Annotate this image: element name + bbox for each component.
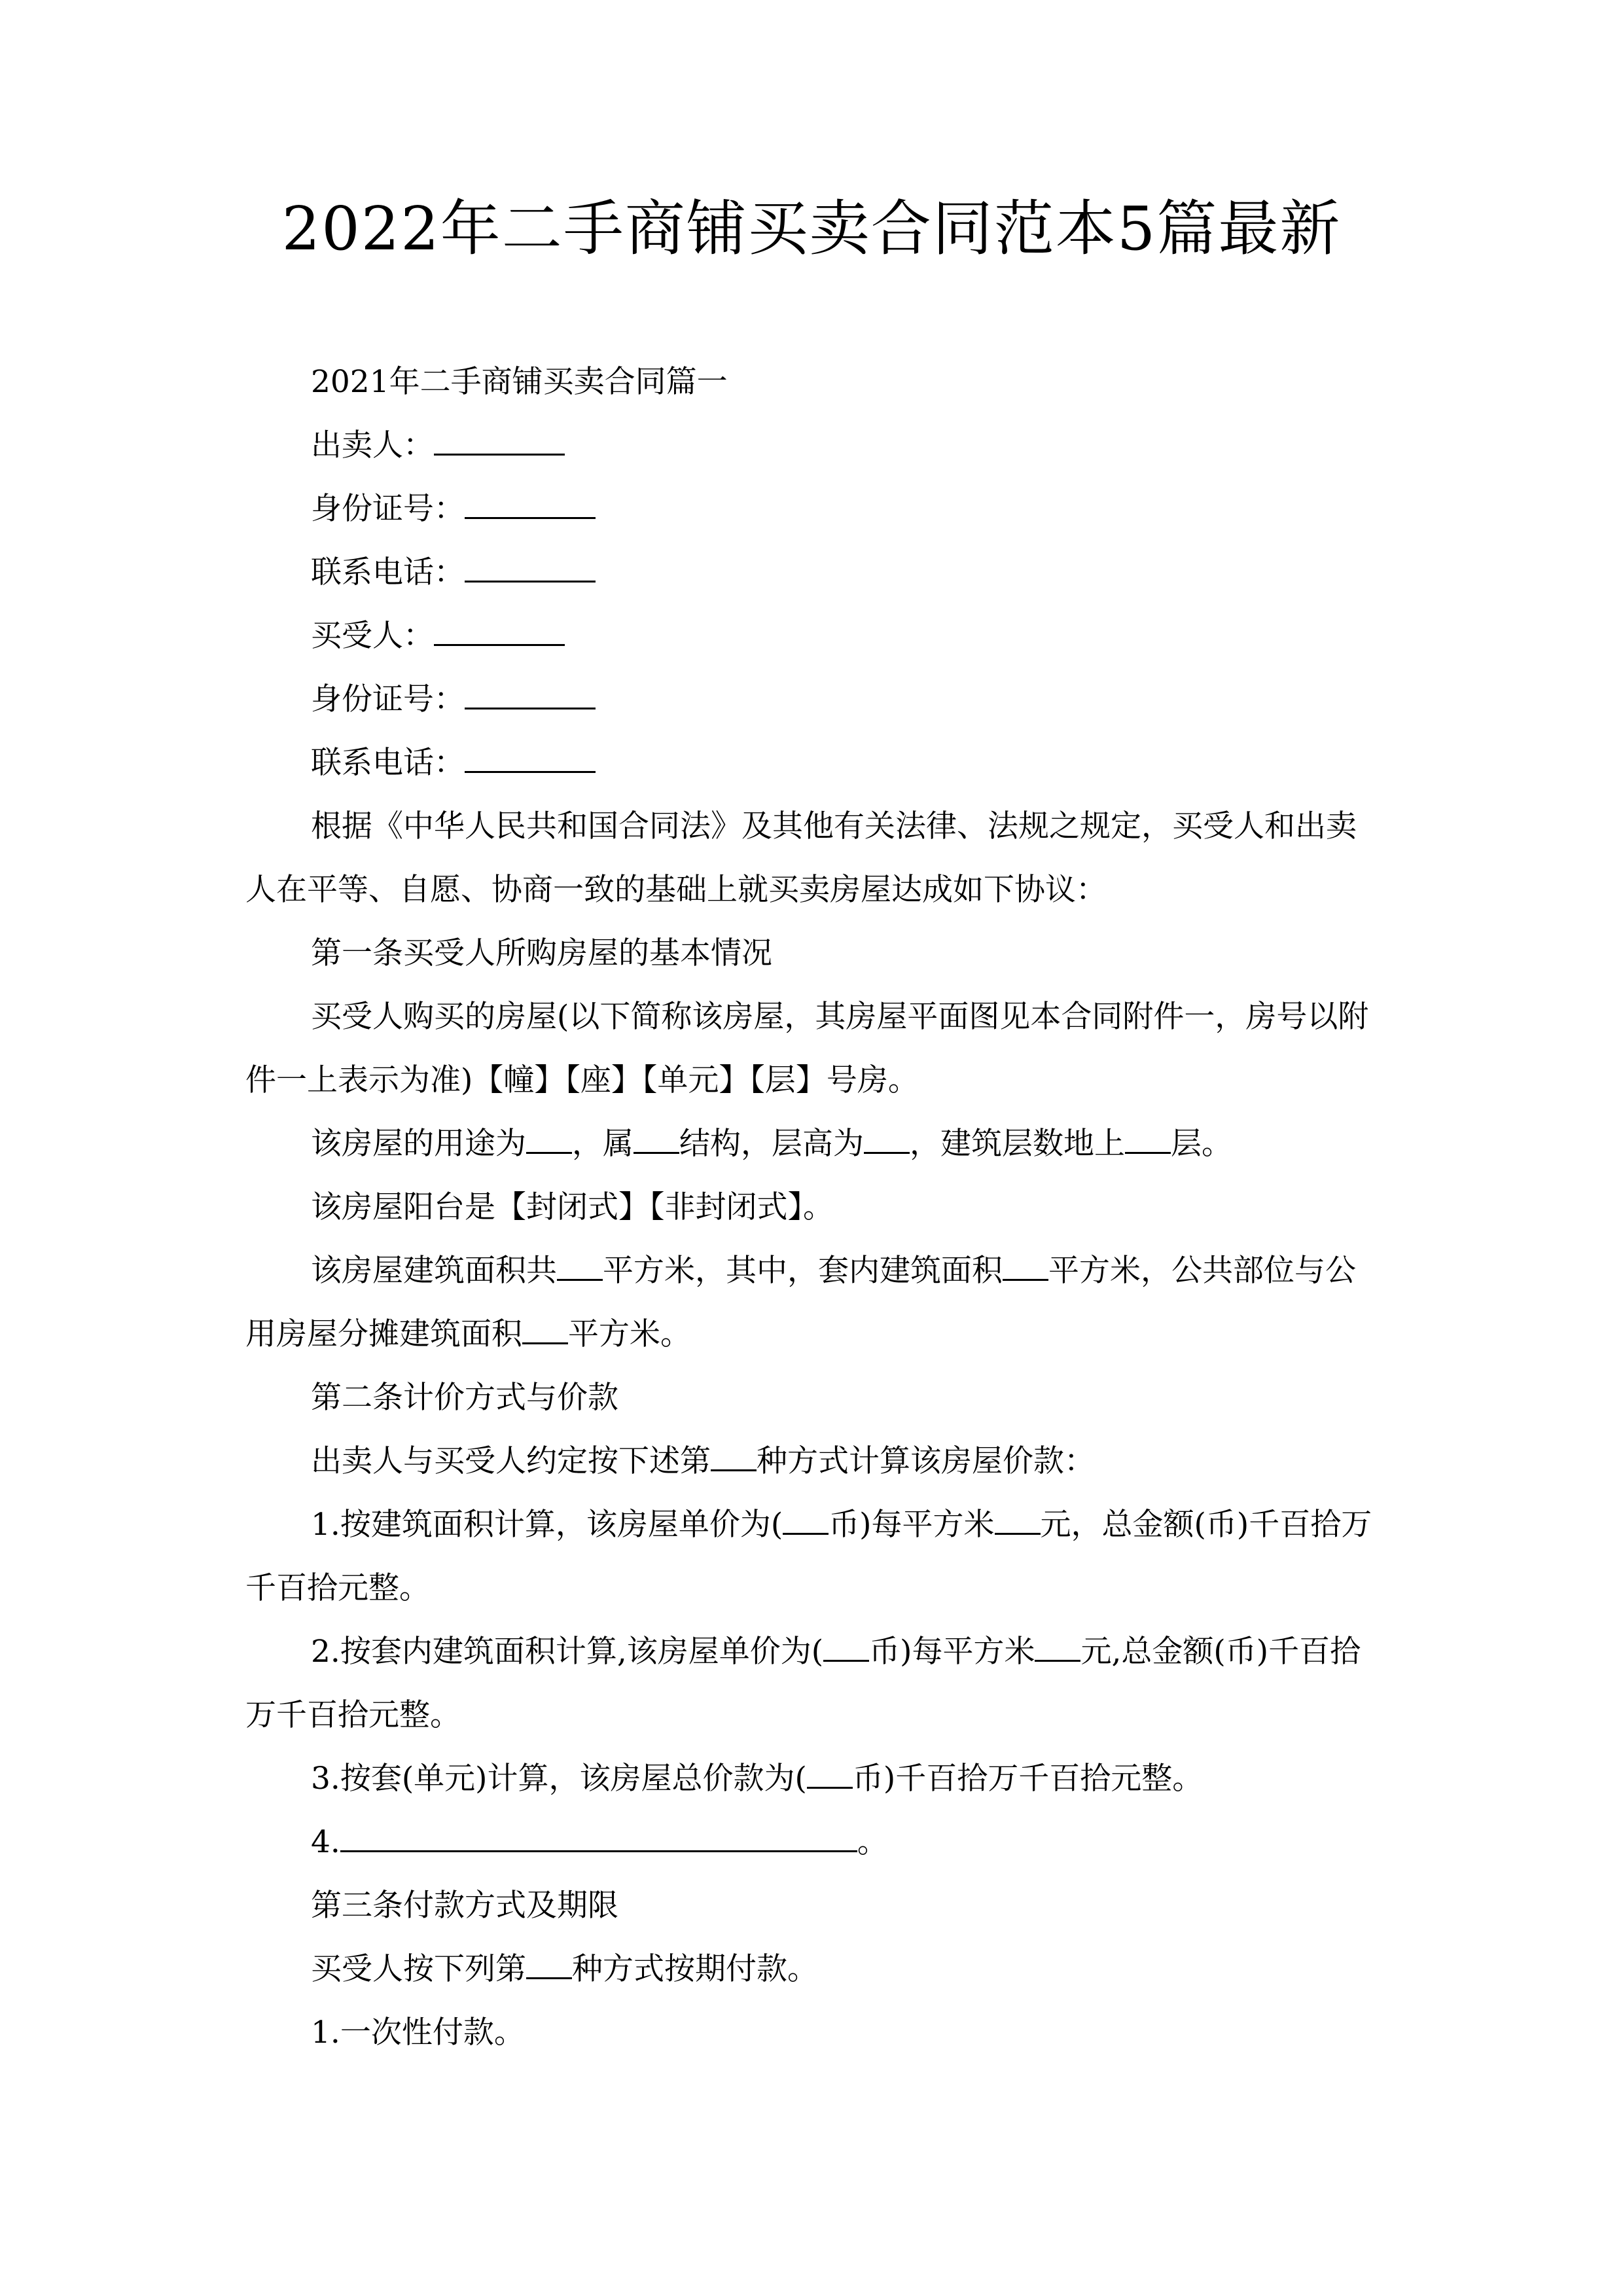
- total-area-blank[interactable]: [557, 1253, 603, 1281]
- seller-phone-blank[interactable]: [465, 554, 596, 583]
- method-blank[interactable]: [711, 1443, 757, 1471]
- buyer-id-blank[interactable]: [465, 681, 596, 709]
- floors-above-text: ，建筑层数地上: [910, 1126, 1125, 1162]
- seller-label: 出卖人：: [311, 427, 434, 463]
- item1-total-text: 元，总金额(币)千百拾万千百拾元整。: [245, 1507, 1372, 1606]
- buyer-id-line: [245, 668, 1378, 731]
- seller-line: [245, 414, 1378, 477]
- item4-suffix: 。: [857, 1824, 888, 1860]
- buyer-id-label: 身份证号：: [311, 681, 465, 717]
- payment-method-blank[interactable]: [526, 1951, 572, 1979]
- article1-usage-line: [245, 1112, 1378, 1175]
- item2-total-text: 元,总金额(币)千百拾万千百拾元整。: [245, 1634, 1361, 1733]
- item2-price-blank[interactable]: [1035, 1634, 1080, 1662]
- item1-unit-text: 币)每平方米: [829, 1507, 995, 1543]
- inner-area-text: 平方米，其中，套内建筑面积: [603, 1253, 1003, 1289]
- inner-area-blank[interactable]: [1003, 1253, 1048, 1281]
- method-text: 出卖人与买受人约定按下述第: [311, 1443, 711, 1479]
- buyer-phone-line: [245, 731, 1378, 795]
- preamble-paragraph: 根据《中华人民共和国合同法》及其他有关法律、法规之规定，买受人和出卖人在平等、自愿、协商一致的基础上就买卖房屋达成如下协议：: [245, 808, 1357, 908]
- floors-above-blank[interactable]: [1125, 1126, 1171, 1154]
- buyer-label: 买受人：: [311, 618, 434, 654]
- document-title: 2022年二手商铺买卖合同范本5篇最新: [281, 194, 1342, 264]
- article2-heading: 第二条计价方式与价款: [311, 1380, 618, 1416]
- article2-item1: [245, 1493, 1378, 1620]
- seller-phone-line: [245, 541, 1378, 604]
- item2-text: 2.按套内建筑面积计算,该房屋单价为(: [311, 1634, 824, 1670]
- item4-blank[interactable]: [340, 1824, 857, 1852]
- floors-suffix-text: 层。: [1171, 1126, 1232, 1162]
- section-heading: 2021年二手商铺买卖合同篇一: [311, 364, 728, 400]
- buyer-phone-label: 联系电话：: [311, 745, 465, 781]
- seller-id-blank[interactable]: [465, 491, 596, 519]
- floor-height-text: 结构，层高为: [679, 1126, 864, 1162]
- item2-unit-text: 币)每平方米: [869, 1634, 1035, 1670]
- total-area-text: 该房屋建筑面积共: [311, 1253, 557, 1289]
- floor-height-blank[interactable]: [864, 1126, 910, 1154]
- item1-currency-blank[interactable]: [783, 1507, 829, 1535]
- shared-area-blank[interactable]: [522, 1316, 568, 1344]
- buyer-blank[interactable]: [434, 618, 565, 646]
- item3-total-text: 币)千百拾万千百拾元整。: [852, 1761, 1204, 1797]
- item4-number: 4.: [311, 1824, 340, 1860]
- seller-blank[interactable]: [434, 427, 565, 456]
- item2-currency-blank[interactable]: [823, 1634, 869, 1662]
- item3-text: 3.按套(单元)计算，该房屋总价款为(: [311, 1761, 807, 1797]
- article3-heading: 第三条付款方式及期限: [311, 1888, 618, 1924]
- article2-item2: [245, 1620, 1378, 1747]
- method-suffix-text: 种方式计算该房屋价款：: [757, 1443, 1095, 1479]
- buyer-line: [245, 604, 1378, 668]
- article1-area-paragraph: [245, 1239, 1378, 1366]
- payment-method-text: 买受人按下列第: [311, 1951, 526, 1987]
- structure-blank[interactable]: [633, 1126, 679, 1154]
- item3-currency-blank[interactable]: [807, 1761, 853, 1789]
- article3-intro: [245, 1937, 1378, 2001]
- buyer-phone-blank[interactable]: [465, 745, 596, 773]
- shared-area-text: 平方米，公共部位与公用房屋分摊建筑面积: [245, 1253, 1356, 1352]
- structure-text: ，属: [572, 1126, 633, 1162]
- seller-id-line: [245, 477, 1378, 541]
- usage-text: 该房屋的用途为: [311, 1126, 526, 1162]
- article2-intro: [245, 1429, 1378, 1493]
- article1-property-description: 买受人购买的房屋(以下简称该房屋，其房屋平面图见本合同附件一，房号以附件一上表示为准)【幢】【座】【单元】【层】号房。: [245, 999, 1369, 1098]
- seller-id-label: 身份证号：: [311, 491, 465, 527]
- article3-item1: 1.一次性付款。: [311, 2015, 525, 2051]
- payment-method-suffix: 种方式按期付款。: [572, 1951, 818, 1987]
- area-suffix-text: 平方米。: [568, 1316, 691, 1352]
- item1-text: 1.按建筑面积计算，该房屋单价为(: [311, 1507, 783, 1543]
- seller-phone-label: 联系电话：: [311, 554, 465, 590]
- article1-heading: 第一条买受人所购房屋的基本情况: [311, 935, 772, 971]
- document-body: [245, 350, 1378, 2064]
- article1-balcony-line: 该房屋阳台是【封闭式】【非封闭式】。: [311, 1189, 834, 1225]
- article2-item3: [245, 1747, 1378, 1810]
- usage-blank[interactable]: [526, 1126, 572, 1154]
- item1-price-blank[interactable]: [995, 1507, 1041, 1535]
- article2-item4: [245, 1810, 1378, 1874]
